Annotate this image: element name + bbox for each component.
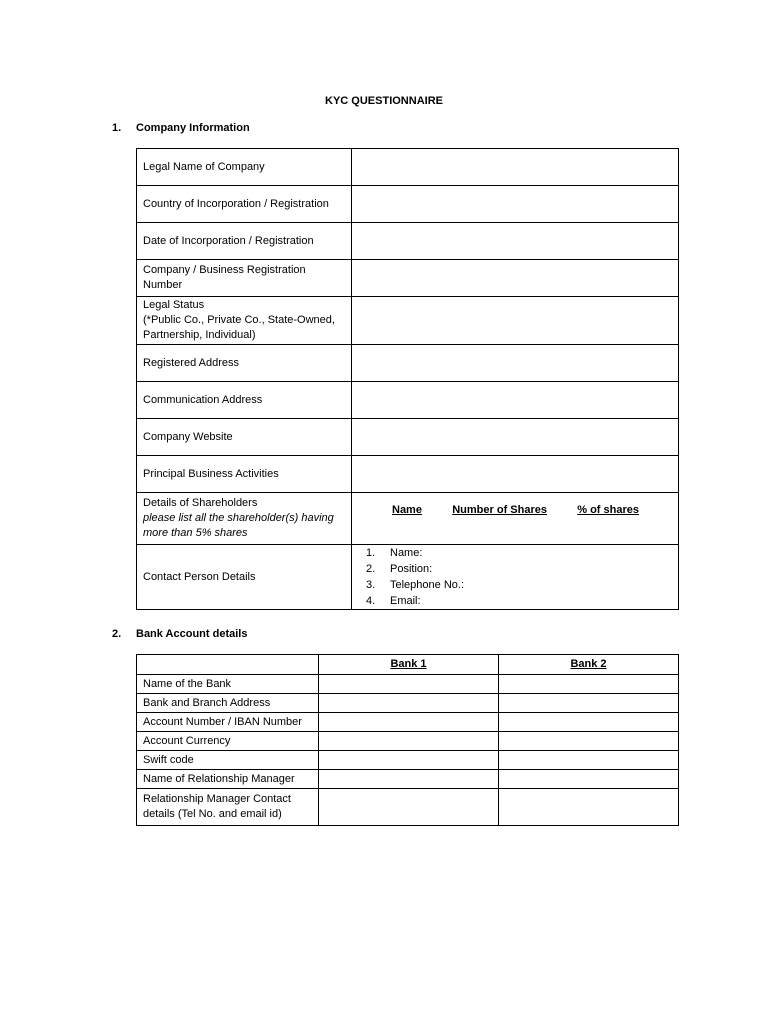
bank-2-header: Bank 2 xyxy=(499,655,679,675)
business-activities-field[interactable] xyxy=(352,456,679,493)
table-row xyxy=(137,493,679,545)
list-item: 2. Position: xyxy=(366,563,433,575)
table-row xyxy=(137,655,679,675)
registered-address-field[interactable] xyxy=(352,345,679,382)
bank-2-manager-field[interactable] xyxy=(499,770,679,789)
legal-status-note: (*Public Co., Private Co., State-Owned, Partnership, Individual) xyxy=(143,314,335,341)
communication-address-field[interactable] xyxy=(352,382,679,419)
bank-1-manager-contact-field[interactable] xyxy=(319,789,499,826)
bank-1-swift-field[interactable] xyxy=(319,751,499,770)
contact-position-label: Position: xyxy=(390,563,433,575)
company-information-table xyxy=(136,148,679,610)
shareholders-field[interactable] xyxy=(352,493,679,545)
table-row xyxy=(137,186,679,223)
business-activities-label: Principal Business Activities xyxy=(137,456,352,493)
bank-1-account-number-field[interactable] xyxy=(319,713,499,732)
contact-name-label: Name: xyxy=(390,547,423,559)
table-row xyxy=(137,345,679,382)
section-1-heading xyxy=(112,122,250,134)
shareholders-cell xyxy=(137,493,352,545)
shareholder-columns xyxy=(358,503,672,518)
registered-address-label: Registered Address xyxy=(137,345,352,382)
legal-name-field[interactable] xyxy=(352,149,679,186)
table-row xyxy=(137,456,679,493)
bank-1-name-field[interactable] xyxy=(319,675,499,694)
account-number-label: Account Number / IBAN Number xyxy=(137,713,319,732)
account-currency-label: Account Currency xyxy=(137,732,319,751)
document-title: KYC QUESTIONNAIRE xyxy=(325,95,443,107)
contact-person-field[interactable] xyxy=(352,545,679,610)
legal-status-field[interactable] xyxy=(352,297,679,345)
list-item: 1. Name: xyxy=(366,547,423,559)
country-label: Country of Incorporation / Registration xyxy=(137,186,352,223)
contact-email-label: Email: xyxy=(390,595,421,607)
date-label: Date of Incorporation / Registration xyxy=(137,223,352,260)
bank-1-currency-field[interactable] xyxy=(319,732,499,751)
shareholders-label: Details of Shareholders xyxy=(143,497,258,509)
bank-2-manager-contact-field[interactable] xyxy=(499,789,679,826)
table-row xyxy=(137,382,679,419)
bank-name-label: Name of the Bank xyxy=(137,675,319,694)
table-row xyxy=(137,732,679,751)
website-label: Company Website xyxy=(137,419,352,456)
shareholder-shares-column: Number of Shares xyxy=(452,503,547,516)
bank-2-name-field[interactable] xyxy=(499,675,679,694)
table-row xyxy=(137,297,679,345)
bank-2-account-number-field[interactable] xyxy=(499,713,679,732)
registration-number-label: Company / Business Registration Number xyxy=(137,260,352,297)
bank-address-label: Bank and Branch Address xyxy=(137,694,319,713)
country-field[interactable] xyxy=(352,186,679,223)
bank-2-swift-field[interactable] xyxy=(499,751,679,770)
swift-code-label: Swift code xyxy=(137,751,319,770)
registration-number-field[interactable] xyxy=(352,260,679,297)
bank-account-table xyxy=(136,654,679,826)
legal-name-label: Legal Name of Company xyxy=(137,149,352,186)
website-field[interactable] xyxy=(352,419,679,456)
contact-telephone-label: Telephone No.: xyxy=(390,579,464,591)
table-row xyxy=(137,751,679,770)
legal-status-label: Legal Status xyxy=(143,299,205,311)
table-row xyxy=(137,770,679,789)
bank-2-address-field[interactable] xyxy=(499,694,679,713)
contact-list xyxy=(358,545,672,609)
shareholder-percent-column: % of shares xyxy=(577,503,639,516)
contact-person-label: Contact Person Details xyxy=(137,545,352,610)
shareholders-note: please list all the shareholder(s) having more than 5% shares xyxy=(143,512,334,539)
legal-status-cell xyxy=(137,297,352,345)
relationship-manager-label: Name of Relationship Manager xyxy=(137,770,319,789)
table-row xyxy=(137,149,679,186)
table-row xyxy=(137,694,679,713)
list-item: 4. Email: xyxy=(366,595,421,607)
date-field[interactable] xyxy=(352,223,679,260)
bank-header-empty xyxy=(137,655,319,675)
section-2-number: 2. xyxy=(112,628,122,640)
table-row xyxy=(137,675,679,694)
section-2-heading xyxy=(112,628,247,640)
list-item: 3. Telephone No.: xyxy=(366,579,464,591)
section-1-number: 1. xyxy=(112,122,122,134)
table-row xyxy=(137,545,679,610)
bank-2-currency-field[interactable] xyxy=(499,732,679,751)
bank-1-address-field[interactable] xyxy=(319,694,499,713)
table-row xyxy=(137,713,679,732)
table-row xyxy=(137,419,679,456)
table-row xyxy=(137,789,679,826)
manager-contact-label: Relationship Manager Contact details (Tel No. and email id) xyxy=(137,789,319,826)
shareholder-name-column: Name xyxy=(392,503,422,516)
bank-1-manager-field[interactable] xyxy=(319,770,499,789)
communication-address-label: Communication Address xyxy=(137,382,352,419)
bank-1-header: Bank 1 xyxy=(319,655,499,675)
section-1-title: Company Information xyxy=(136,122,250,134)
table-row xyxy=(137,223,679,260)
section-2-title: Bank Account details xyxy=(136,628,248,640)
table-row xyxy=(137,260,679,297)
